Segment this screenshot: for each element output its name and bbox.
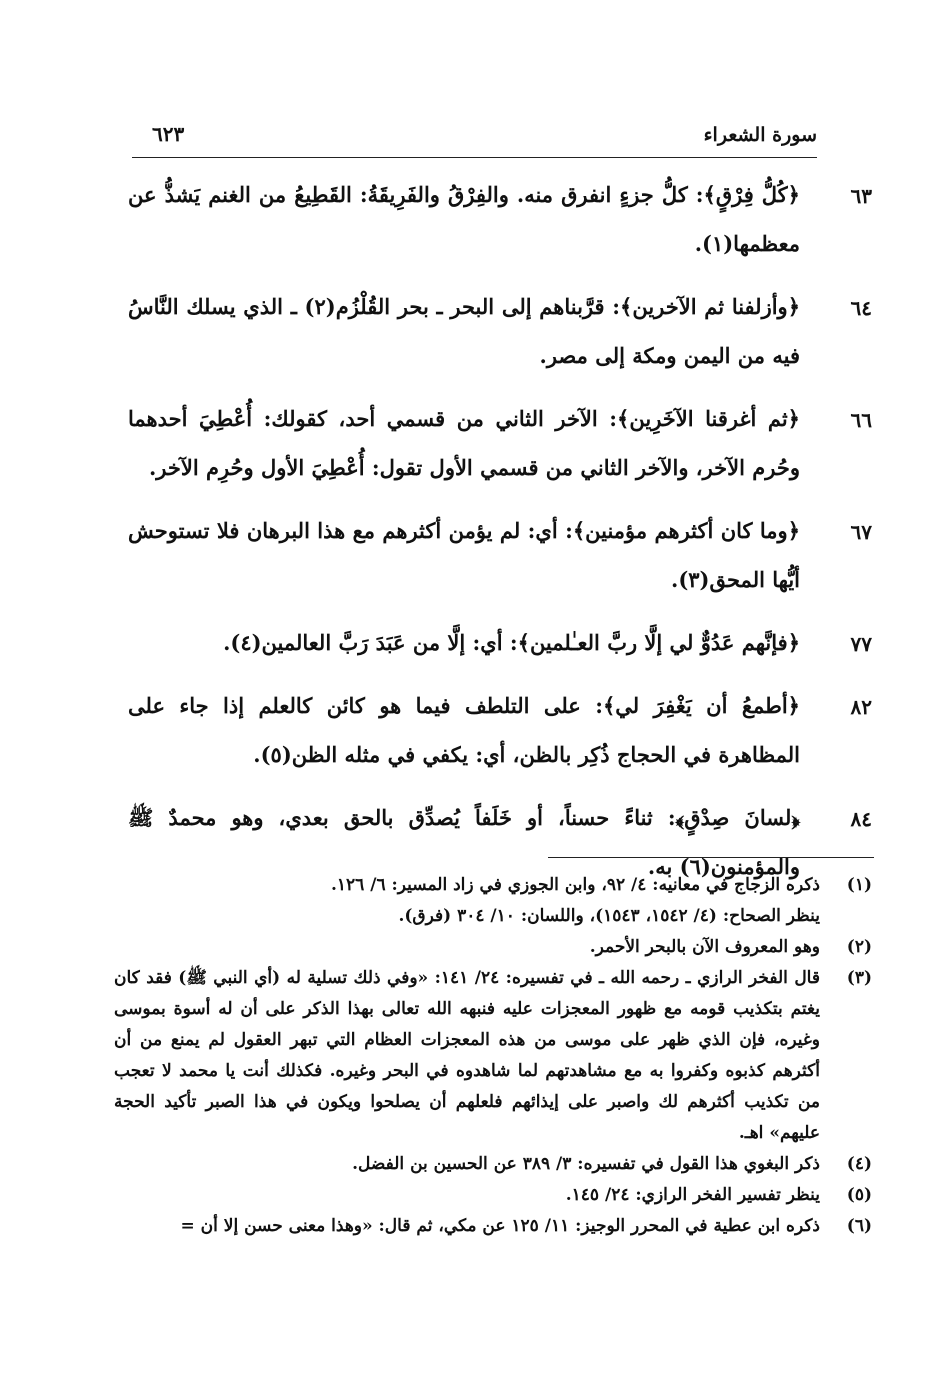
footnote-separator: [548, 857, 874, 858]
footnote-number: (٦): [846, 1216, 872, 1236]
ayah-number: ٦٧: [850, 520, 872, 544]
footnote-2: [114, 932, 872, 963]
footnote-number: (٣): [846, 968, 872, 988]
entry-text: ﴿وأزلفنا ثم الآخرين﴾: قرَّبناهم إلى البحر ـ بحر القُلْزُم(٢) ـ الذي يسلك النَّاسُ فيه من اليمن ومكة إلى مصر.: [128, 294, 800, 368]
footnote-number: (٢): [846, 937, 872, 957]
commentary-entries: [128, 170, 872, 905]
ayah-number: ٦٦: [850, 408, 872, 432]
footnote-5: [114, 1180, 872, 1211]
entry-67: [128, 506, 872, 604]
header-rule: [132, 157, 817, 158]
footnote-text: ذكره ابن عطية في المحرر الوجيز: ١١/ ١٢٥ عن مكي، ثم قال: «وهذا معنى حسن إلا أن =: [180, 1216, 820, 1236]
entry-63: [128, 170, 872, 268]
ayah-number: ٧٧: [850, 632, 872, 656]
entry-text: ﴿أطمعُ أن يَغْفِرَ لي﴾: على التلطف فيما هو كائن كالعلم إذا جاء على المظاهرة في الحجاج ذُكِر بالظن، أي: يكفي في مثله الظن(٥).: [128, 693, 800, 767]
entry-text: ﴿وما كان أكثرهم مؤمنين﴾: أي: لم يؤمن أكثرهم مع هذا البرهان فلا تستوحش أيُّها المحق(٣).: [128, 518, 800, 592]
footnote-6: [114, 1211, 872, 1242]
ayah-number: ٨٢: [850, 695, 872, 719]
entry-text: ﴿لسانَ صِدْقٍ﴾: ثناءً حسناً، أو خَلَفاً يُصدِّق بالحق بعدي، وهو محمدٌ ﷺ والمؤمنون(٦) به.: [128, 805, 800, 879]
footnote-number: (٥): [846, 1185, 872, 1205]
footnote-3: [114, 963, 872, 1149]
ayah-number: ٦٤: [850, 296, 872, 320]
footnotes: [114, 870, 872, 1242]
ayah-number: ٦٣: [850, 184, 872, 208]
footnote-text: ذكره الزجاج في معانيه: ٤/ ٩٢، وابن الجوزي في زاد المسير: ٦/ ١٢٦.: [330, 875, 820, 895]
footnote-4: [114, 1149, 872, 1180]
footnote-number: (١): [846, 875, 872, 895]
footnote-text-continued: ينظر الصحاح: (٤/ ١٥٤٢، ١٥٤٣)، واللسان: ١٠/ ٣٠٤ (فرق).: [398, 906, 820, 926]
entry-text: ﴿ثم أغرقنا الآخَرِين﴾: الآخر الثاني من قسمي أحد، كقولك: أُعْطِيَ أحدهما وحُرم الآخر، والآخر الثاني من قسمي الأول تقول: أُعْطِيَ الأول وحُرِم الآخر.: [128, 406, 800, 480]
footnote-text: ذكر البغوي هذا القول في تفسيره: ٣/ ٣٨٩ عن الحسين بن الفضل.: [352, 1154, 820, 1174]
footnote-text: وهو المعروف الآن بالبحر الأحمر.: [589, 937, 820, 957]
entry-text: ﴿كُلُّ فِرْقٍ﴾: كلُّ جزءٍ انفرق منه. والفِرْقُ والفَرِيقَةُ: القَطِيعُ من الغنم يَشذُّ عن معظمها(١).: [128, 182, 800, 256]
entry-66: [128, 394, 872, 492]
entry-77: [128, 618, 872, 667]
footnote-text: ينظر تفسير الفخر الرازي: ٢٤/ ١٤٥.: [565, 1185, 820, 1205]
entry-64: [128, 282, 872, 380]
entry-82: [128, 681, 872, 779]
footnote-1: [114, 870, 872, 932]
surah-title: سورة الشعراء: [703, 124, 817, 146]
footnote-number: (٤): [846, 1154, 872, 1174]
page-number: ٦٢٣: [152, 122, 185, 146]
entry-text: ﴿فإنَّهم عَدُوٌّ لي إلَّا ربَّ العـٰلمين﴾: أي: إلَّا من عَبَدَ رَبَّ العالمين(٤).: [223, 630, 800, 655]
page-header: [132, 118, 817, 158]
ayah-number: ٨٤: [850, 807, 872, 831]
footnote-text: قال الفخر الرازي ـ رحمه الله ـ في تفسيره: ٢٤/ ١٤١: «وفي ذلك تسلية له (أي النبي ﷺ) فقد كان يغتم بتكذيب قومه مع ظهور المعجزات عليه فنبهه الله تعالى بهذا الذكر على أن له أسوة بموسى وغيره، فإن الذي ظهر على موسى من هذه المعجزات العظام التي تبهر العقول لم يمنع من أن أكثرهم كذبوه وكفروا به مع مشاهدتهم لما شاهدوه في البحر وغيره. فكذلك أنت يا محمد لا تعجب من تكذيب أكثرهم لك واصبر على إيذائهم فلعلهم أن يصلحوا ويكون في هذا الصبر تأكيد الحجة عليهم» اهـ.: [114, 968, 820, 1143]
